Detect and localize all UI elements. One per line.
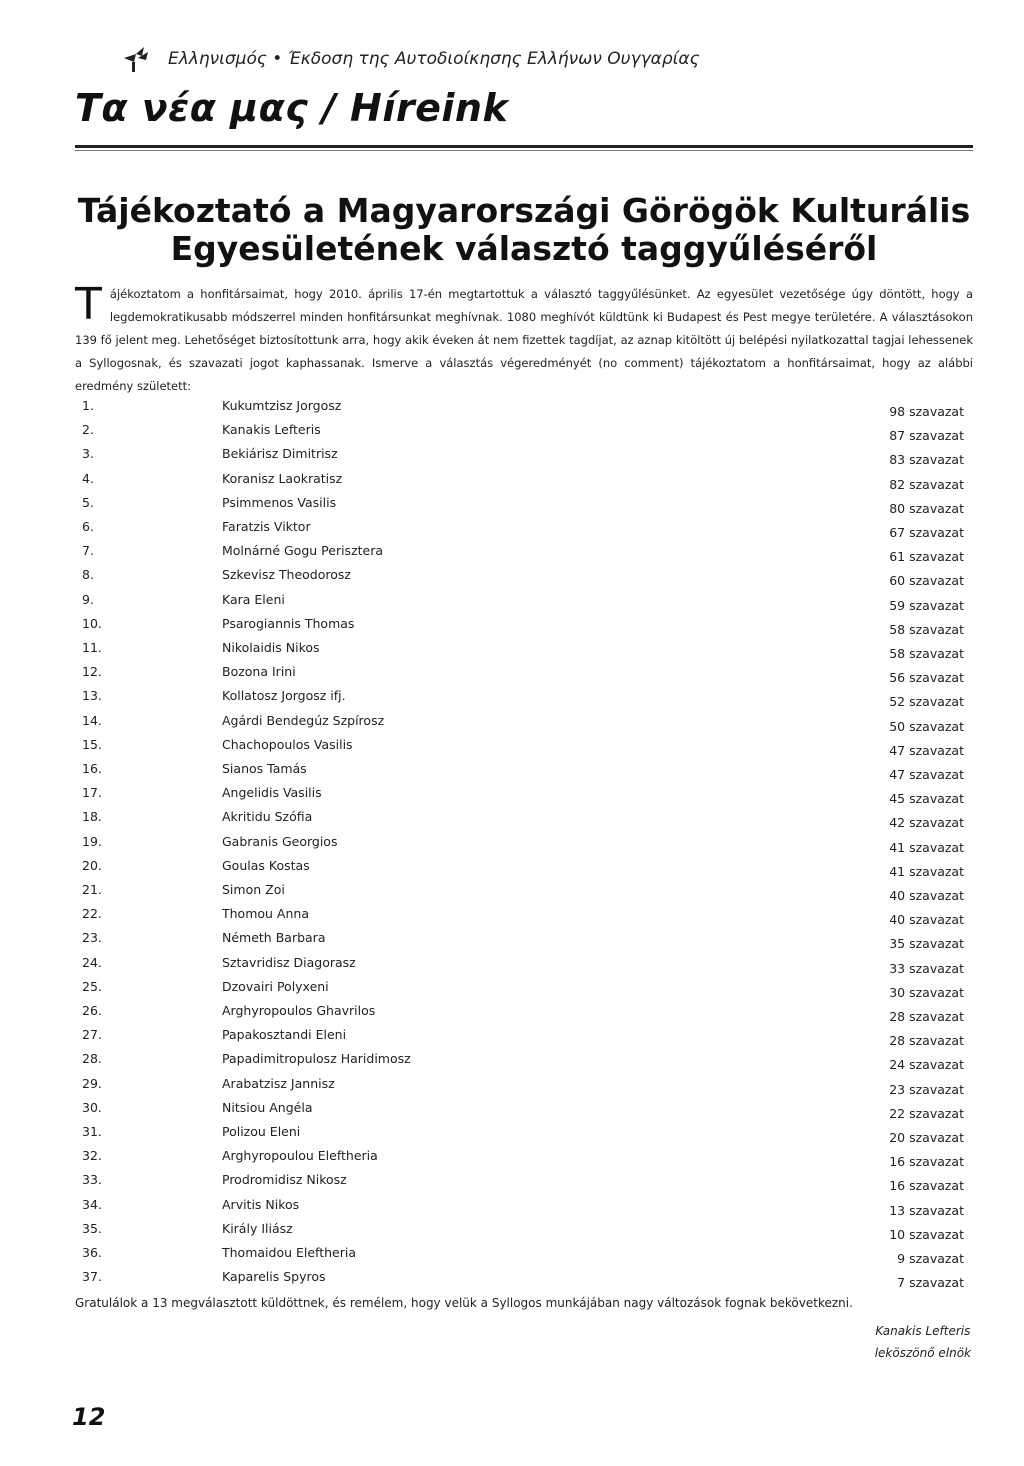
result-name: Dzovairi Polyxeni [222,978,329,994]
result-votes: 41 szavazat [889,839,964,855]
result-votes: 61 szavazat [889,549,964,565]
result-row [0,592,1024,612]
result-name: Molnárné Gogu Perisztera [222,543,384,559]
result-name: Simon Zoi [222,882,285,897]
result-name: Sztavridisz Diagorasz [222,954,356,970]
result-name: Király Iliász [222,1220,293,1236]
result-row [0,858,1024,878]
result-row [0,1076,1024,1096]
result-votes: 22 szavazat [889,1105,964,1121]
intro-paragraph-2: Lehetőséget biztosítottunk arra, hogy akik éveken át nem fizettek tagdíjat, az aznap kitöltött új belépési nyilatkozattal tagjai lehessenek a Syllogosnak, és szavazati jogot kaphassanak. Ismerve a választás végeredményét (no comment) tájékoztatom a honfitársaimat, hogy az alábbi eredmény született: [75,333,973,393]
result-name: Agárdi Bendegúz Szpírosz [222,712,385,728]
result-rank: 17. [82,785,102,801]
result-rank: 29. [82,1075,102,1091]
result-name: Angelidis Vasilis [222,785,322,801]
result-row [0,446,1024,466]
result-rank: 6. [82,519,94,534]
result-votes: 58 szavazat [889,621,964,637]
result-votes: 28 szavazat [889,1033,964,1049]
result-votes: 24 szavazat [889,1057,964,1073]
result-row [0,1027,1024,1047]
result-rank: 4. [82,470,94,486]
signature [875,1320,971,1364]
result-row [0,930,1024,950]
result-rank: 36. [82,1245,102,1260]
result-row [0,640,1024,660]
result-rank: 13. [82,688,102,704]
result-votes: 28 szavazat [889,1009,964,1024]
result-votes: 42 szavazat [889,815,964,831]
result-row [0,495,1024,515]
result-name: Bekiárisz Dimitrisz [222,446,338,462]
result-row [0,1269,1024,1289]
result-name: Polizou Eleni [222,1124,301,1139]
result-votes: 83 szavazat [889,452,964,468]
result-row [0,809,1024,829]
result-rank: 16. [82,761,102,776]
result-votes: 67 szavazat [889,525,964,540]
result-name: Arghyropoulos Ghavrilos [222,1003,376,1018]
result-row [0,688,1024,708]
result-votes: 30 szavazat [889,984,964,1000]
result-rank: 19. [82,833,102,849]
result-rank: 11. [82,640,102,655]
result-row [0,955,1024,975]
result-name: Akritidu Szófia [222,809,313,825]
result-row [0,664,1024,684]
result-row [0,1051,1024,1071]
result-votes: 56 szavazat [889,670,964,686]
result-name: Gabranis Georgios [222,833,338,849]
result-votes: 35 szavazat [889,936,964,952]
result-rank: 21. [82,882,102,897]
result-name: Kukumtzisz Jorgosz [222,398,342,413]
result-rank: 31. [82,1124,102,1139]
result-name: Arvitis Nikos [222,1196,300,1212]
result-rank: 8. [82,567,94,583]
result-rank: 37. [82,1269,102,1285]
article-headline [75,192,973,268]
result-row [0,785,1024,805]
result-row [0,398,1024,418]
result-row [0,1124,1024,1144]
result-name: Prodromidisz Nikosz [222,1172,347,1188]
result-votes: 59 szavazat [889,597,964,613]
result-name: Papakosztandi Eleni [222,1027,347,1043]
masthead-divider-thin [75,150,973,151]
result-votes: 45 szavazat [889,791,964,807]
result-rank: 9. [82,591,94,607]
article-intro [75,279,973,398]
result-rank: 3. [82,446,94,462]
result-rank: 33. [82,1172,102,1188]
result-row [0,834,1024,854]
result-row [0,761,1024,781]
result-rank: 23. [82,930,102,946]
result-votes: 82 szavazat [889,476,964,492]
drop-cap: T [75,279,102,330]
headline-line-2: Egyesületének választó taggyűléséről [170,229,878,268]
result-name: Thomou Anna [222,906,309,922]
result-rank: 22. [82,906,102,922]
result-votes: 7 szavazat [897,1275,964,1291]
result-row [0,882,1024,902]
result-name: Sianos Tamás [222,761,307,776]
result-name: Nitsiou Angéla [222,1099,313,1115]
masthead-title: Τα νέα μας / Híreink [75,86,509,130]
result-name: Nikolaidis Nikos [222,640,320,655]
result-rank: 34. [82,1196,102,1212]
result-votes: 33 szavazat [889,960,964,976]
result-rank: 5. [82,494,94,510]
header-tagline-row [118,44,700,74]
result-name: Kaparelis Spyros [222,1269,326,1285]
result-rank: 35. [82,1220,102,1236]
result-row [0,543,1024,563]
result-rank: 15. [82,736,102,752]
result-name: Goulas Kostas [222,857,310,873]
result-votes: 9 szavazat [897,1251,964,1266]
result-row [0,567,1024,587]
result-rank: 30. [82,1099,102,1115]
result-name: Thomaidou Eleftheria [222,1245,357,1260]
result-row [0,616,1024,636]
result-name: Kanakis Lefteris [222,422,321,438]
result-row [0,1148,1024,1168]
signature-name: Kanakis Lefteris [875,1324,971,1338]
result-name: Chachopoulos Vasilis [222,736,353,752]
masthead-divider [75,145,973,148]
result-row [0,1245,1024,1265]
result-rank: 24. [82,954,102,970]
result-votes: 23 szavazat [889,1081,964,1097]
headline-line-1: Tájékoztató a Magyarországi Görögök Kulturális [77,191,971,230]
result-rank: 27. [82,1027,102,1043]
result-votes: 13 szavazat [889,1202,964,1218]
result-votes: 60 szavazat [889,573,964,589]
result-row [0,1172,1024,1192]
result-rank: 25. [82,978,102,994]
result-votes: 41 szavazat [889,863,964,879]
signature-title: leköszönő elnök [874,1346,971,1360]
result-rank: 12. [82,664,102,680]
result-name: Németh Barbara [222,930,326,946]
result-votes: 87 szavazat [889,428,964,444]
result-votes: 20 szavazat [889,1130,964,1145]
greek-emblem-icon [118,44,158,74]
page-number: 12 [72,1403,106,1431]
result-name: Faratzis Viktor [222,519,311,534]
result-name: Bozona Irini [222,664,296,680]
result-row [0,713,1024,733]
result-votes: 16 szavazat [889,1154,964,1170]
result-rank: 14. [82,712,102,728]
result-votes: 40 szavazat [889,888,964,903]
header-tagline: Ελληνισμός • Έκδοση της Αυτοδιοίκησης Ελλήνων Ουγγαρίας [168,49,700,69]
result-name: Koranisz Laokratisz [222,470,343,486]
result-votes: 10 szavazat [889,1226,964,1242]
result-name: Psimmenos Vasilis [222,494,337,510]
result-rank: 7. [82,543,94,559]
result-rank: 20. [82,857,102,873]
result-rank: 28. [82,1051,102,1067]
result-votes: 50 szavazat [889,718,964,734]
result-rank: 10. [82,615,102,631]
result-name: Kara Eleni [222,591,285,607]
result-row [0,1100,1024,1120]
result-rank: 2. [82,422,94,438]
result-votes: 52 szavazat [889,694,964,710]
result-row [0,471,1024,491]
result-name: Szkevisz Theodorosz [222,567,351,583]
result-votes: 98 szavazat [889,404,964,419]
result-name: Kollatosz Jorgosz ifj. [222,688,346,704]
result-row [0,1197,1024,1217]
result-votes: 16 szavazat [889,1178,964,1194]
intro-paragraph-1: ájékoztatom a honfitársaimat, hogy 2010. április 17-én megtartottuk a választó taggyűlésünket. Az egyesület vezetősége úgy döntött, hogy a legdemokratikusabb módszerrel minden honfitársunkat meghívnak. 1080 meghívót küldtünk ki Budapest és Pest megye területére. A választásokon 139 fő jelent meg. [75,287,973,347]
result-votes: 40 szavazat [889,912,964,928]
closing-paragraph: Gratulálok a 13 megválasztott küldöttnek, és remélem, hogy velük a Syllogos munkájában nagy változások fognak bekövetkezni. [75,1296,853,1310]
result-name: Arabatzisz Jannisz [222,1075,335,1091]
result-row [0,906,1024,926]
result-rank: 1. [82,398,94,413]
result-row [0,979,1024,999]
result-row [0,737,1024,757]
result-votes: 58 szavazat [889,646,964,661]
result-row [0,1221,1024,1241]
result-name: Arghyropoulou Eleftheria [222,1148,378,1164]
result-name: Papadimitropulosz Haridimosz [222,1051,411,1067]
result-rank: 32. [82,1148,102,1164]
result-row [0,422,1024,442]
result-rank: 18. [82,809,102,825]
result-votes: 47 szavazat [889,767,964,782]
result-name: Psarogiannis Thomas [222,615,355,631]
result-row [0,1003,1024,1023]
result-rank: 26. [82,1003,102,1018]
result-row [0,519,1024,539]
result-votes: 47 szavazat [889,742,964,758]
result-votes: 80 szavazat [889,500,964,516]
